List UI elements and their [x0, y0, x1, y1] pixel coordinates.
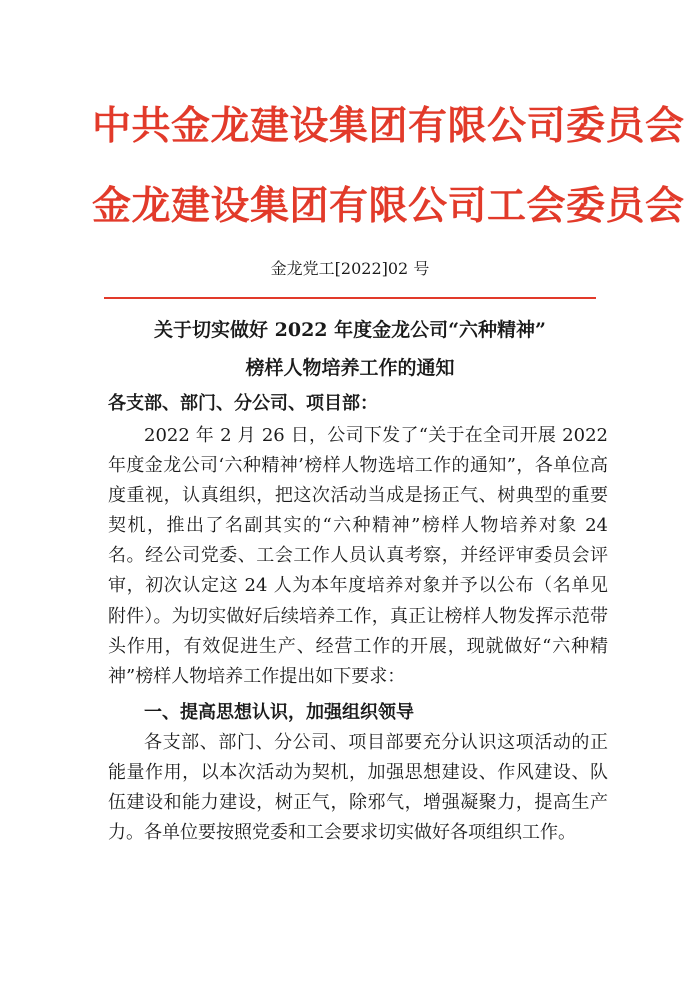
- body-paragraph-1: 2022 年 2 月 26 日，公司下发了“关于在全司开展 2022 年度金龙公司‘六种精神’榜样人物选培工作的通知”，各单位高度重视，认真组织，把这次活动当成是扬正气、树典型的重要契机，推出了名副其实的“六种精神”榜样人物培养对象 24 名。经公司党委、工会工作人员认真考察，并经评审委员会评审，初次认定这 24 人为本年度培养对象并予以公布（名单见附件）。为切实做好后续培养工作，真正让榜样人物发挥示范带头作用，有效促进生产、经营工作的开展，现就做好“六种精神”榜样人物培养工作提出如下要求：: [108, 425, 608, 687]
- section-heading-1: 一、提高思想认识，加强组织领导: [144, 702, 414, 723]
- org-title-party-committee: 中共金龙建设集团有限公司委员会: [92, 104, 685, 149]
- red-divider-line: [104, 297, 596, 299]
- document-number: 金龙党工[2022]02 号: [270, 259, 430, 278]
- body-paragraph-2: 各支部、部门、分公司、项目部要充分认识这项活动的正能量作用，以本次活动为契机，加强思想建设、作风建设、队伍建设和能力建设，树正气，除邪气，增强凝聚力，提高生产力。各单位要按照党委和工会要求切实做好各项组织工作。: [108, 732, 608, 844]
- org-title-union-committee: 金龙建设集团有限公司工会委员会: [92, 184, 685, 229]
- addressee: 各支部、部门、分公司、项目部：: [108, 393, 378, 414]
- notice-title-line-2: 榜样人物培养工作的通知: [245, 357, 455, 379]
- notice-title-line-1: 关于切实做好 2022 年度金龙公司“六种精神”: [154, 319, 546, 341]
